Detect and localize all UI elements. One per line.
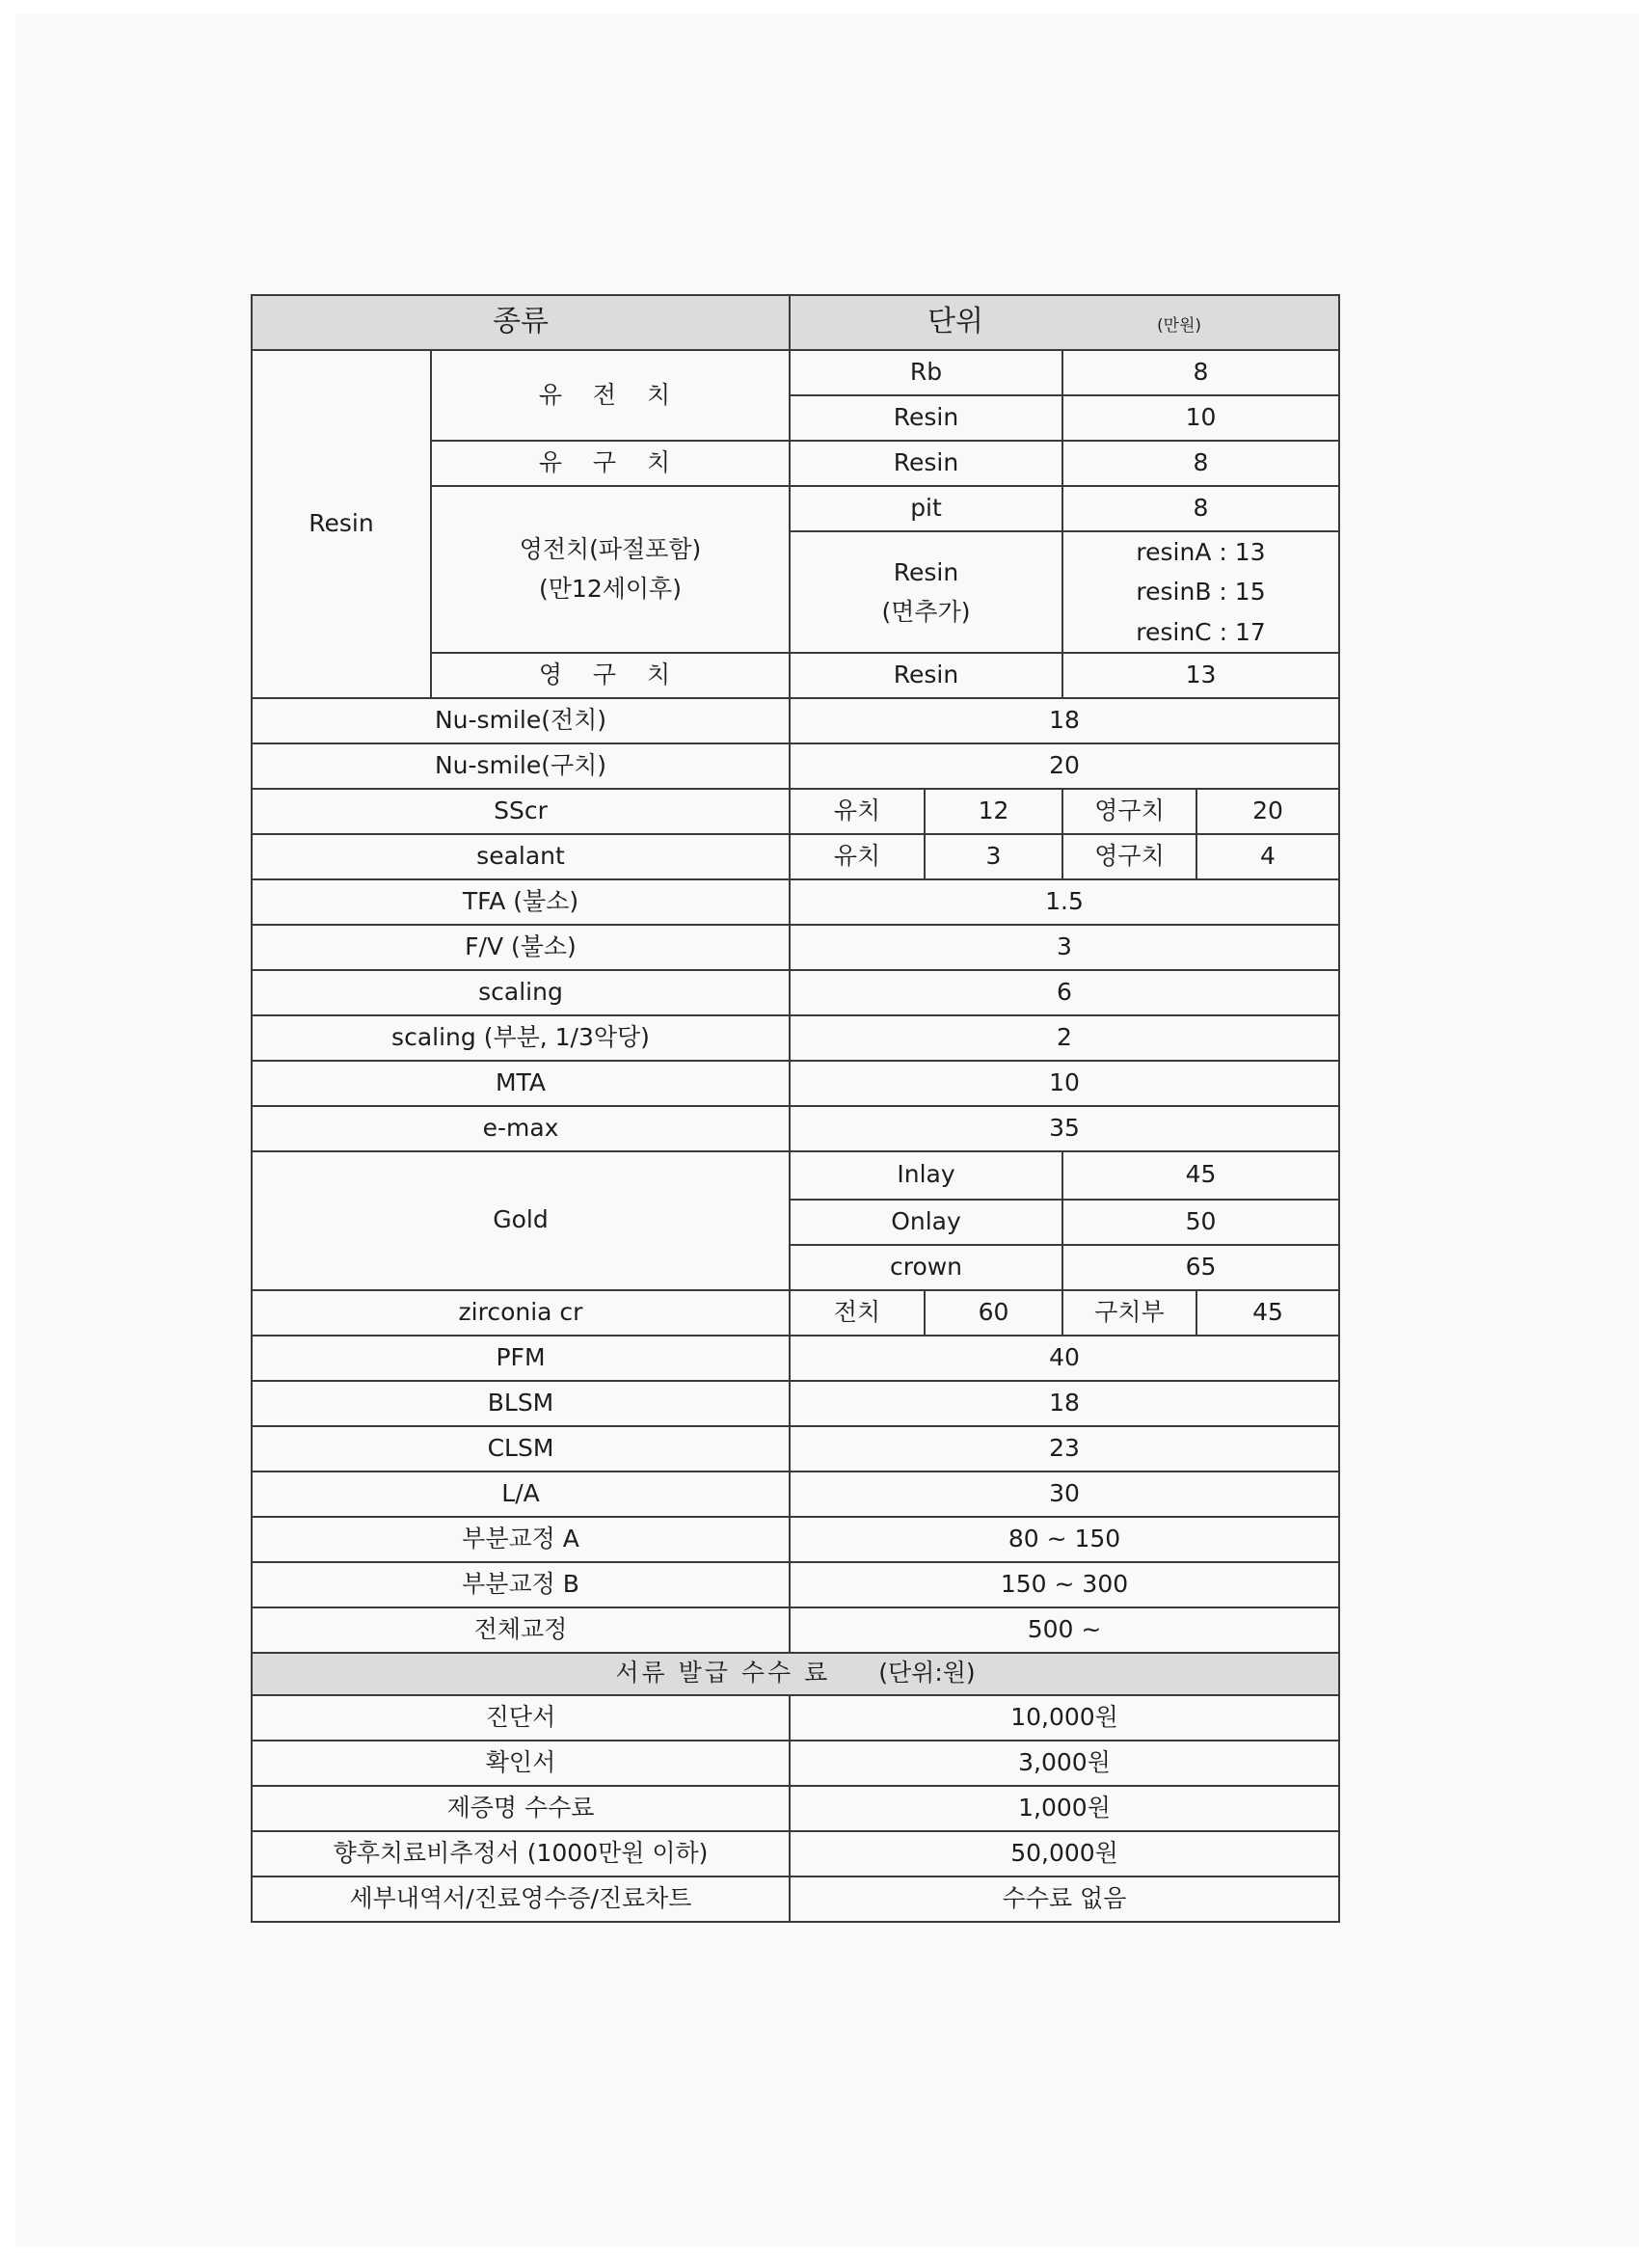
gold-price: 65 (1062, 1245, 1339, 1290)
documents-title: 서류 발급 수수 료 (615, 1659, 831, 1688)
table-row (252, 879, 1339, 925)
item-price: 2 (790, 1015, 1339, 1061)
table-row (252, 1786, 1339, 1831)
gold-price: 45 (1062, 1151, 1339, 1200)
table-row (252, 1290, 1339, 1336)
document-price: 수수료 없음 (790, 1876, 1339, 1922)
primary-anterior-price-2: 10 (1062, 395, 1339, 441)
zirconia-name: zirconia cr (252, 1290, 790, 1336)
table-row (252, 1015, 1339, 1061)
sscr-permanent-label: 영구치 (1062, 789, 1196, 834)
item-price: 1.5 (790, 879, 1339, 925)
table-row (252, 350, 1339, 395)
permanent-anterior-label-line2: (만12세이후) (539, 575, 682, 604)
document-price: 3,000원 (790, 1741, 1339, 1786)
gold-type: Inlay (790, 1151, 1062, 1200)
primary-anterior-material-2: Resin (790, 395, 1062, 441)
permanent-anterior-label (431, 486, 790, 653)
document-name: 진단서 (252, 1695, 790, 1741)
table-row (252, 1876, 1339, 1922)
item-price: 150 ~ 300 (790, 1562, 1339, 1607)
item-name: MTA (252, 1061, 790, 1106)
item-price: 18 (790, 698, 1339, 743)
item-price: 500 ~ (790, 1607, 1339, 1653)
document-name: 세부내역서/진료영수증/진료차트 (252, 1876, 790, 1922)
resin-surface-prices (1062, 531, 1339, 653)
zirconia-posterior-price: 45 (1196, 1290, 1339, 1336)
table-row (252, 1381, 1339, 1426)
permanent-posterior-price: 13 (1062, 653, 1339, 698)
resin-surface-line2: (면추가) (881, 597, 971, 626)
table-row (252, 834, 1339, 879)
scan-margin-top (0, 0, 1639, 14)
table-row (252, 698, 1339, 743)
documents-header-row (252, 1653, 1339, 1695)
sscr-permanent-price: 20 (1196, 789, 1339, 834)
resin-surface-material (790, 531, 1062, 653)
primary-posterior-label: 유 구 치 (431, 441, 790, 486)
item-price: 18 (790, 1381, 1339, 1426)
table-row (252, 1106, 1339, 1151)
sscr-primary-price: 12 (925, 789, 1062, 834)
table-row (252, 1151, 1339, 1200)
table-row (252, 1695, 1339, 1741)
item-price: 80 ~ 150 (790, 1517, 1339, 1562)
resin-a-price: resinA : 13 (1136, 538, 1266, 566)
gold-price: 50 (1062, 1200, 1339, 1245)
resin-b-price: resinB : 15 (1136, 578, 1266, 607)
header-unit-note: (만원) (1156, 316, 1202, 337)
zirconia-posterior-label: 구치부 (1062, 1290, 1196, 1336)
item-price: 35 (790, 1106, 1339, 1151)
table-row (252, 1562, 1339, 1607)
zirconia-anterior-price: 60 (925, 1290, 1062, 1336)
resin-surface-line1: Resin (893, 557, 959, 586)
item-price: 3 (790, 925, 1339, 970)
table-row (252, 1472, 1339, 1517)
zirconia-anterior-label: 전치 (790, 1290, 925, 1336)
primary-anterior-price-1: 8 (1062, 350, 1339, 395)
gold-type: Onlay (790, 1200, 1062, 1245)
item-name: 전체교정 (252, 1607, 790, 1653)
pit-price: 8 (1062, 486, 1339, 531)
item-name: CLSM (252, 1426, 790, 1472)
gold-category-label: Gold (252, 1151, 790, 1290)
item-name: Nu-smile(구치) (252, 743, 790, 789)
item-price: 20 (790, 743, 1339, 789)
table-row (252, 1831, 1339, 1876)
table-row (252, 1426, 1339, 1472)
sealant-primary-label: 유치 (790, 834, 925, 879)
pit-material: pit (790, 486, 1062, 531)
table-row (252, 1336, 1339, 1381)
table-row (252, 743, 1339, 789)
document-price: 10,000원 (790, 1695, 1339, 1741)
sealant-permanent-label: 영구치 (1062, 834, 1196, 879)
table-row (252, 1741, 1339, 1786)
scan-margin-bottom (0, 2247, 1639, 2268)
primary-posterior-material: Resin (790, 441, 1062, 486)
primary-anterior-material-1: Rb (790, 350, 1062, 395)
header-unit-label: 단위 (927, 305, 983, 339)
document-price: 50,000원 (790, 1831, 1339, 1876)
table-row (252, 1607, 1339, 1653)
item-price: 6 (790, 970, 1339, 1015)
permanent-anterior-label-line1: 영전치(파절포함) (519, 535, 702, 564)
item-name: e-max (252, 1106, 790, 1151)
item-price: 40 (790, 1336, 1339, 1381)
gold-type: crown (790, 1245, 1062, 1290)
sealant-permanent-price: 4 (1196, 834, 1339, 879)
item-name: 부분교정 A (252, 1517, 790, 1562)
table-row (252, 970, 1339, 1015)
primary-anterior-label: 유 전 치 (431, 350, 790, 441)
document-name: 제증명 수수료 (252, 1786, 790, 1831)
document-name: 확인서 (252, 1741, 790, 1786)
item-name: TFA (불소) (252, 879, 790, 925)
sscr-name: SScr (252, 789, 790, 834)
header-unit (790, 295, 1339, 350)
item-name: F/V (불소) (252, 925, 790, 970)
item-name: PFM (252, 1336, 790, 1381)
item-name: scaling (부분, 1/3악당) (252, 1015, 790, 1061)
item-name: Nu-smile(전치) (252, 698, 790, 743)
item-name: BLSM (252, 1381, 790, 1426)
scan-margin-left (0, 0, 15, 2268)
documents-unit: (단위:원) (878, 1659, 976, 1688)
table-row (252, 925, 1339, 970)
resin-c-price: resinC : 17 (1136, 617, 1266, 646)
header-category: 종류 (252, 295, 790, 350)
permanent-posterior-material: Resin (790, 653, 1062, 698)
document-name: 향후치료비추정서 (1000만원 이하) (252, 1831, 790, 1876)
item-price: 23 (790, 1426, 1339, 1472)
item-name: 부분교정 B (252, 1562, 790, 1607)
item-price: 30 (790, 1472, 1339, 1517)
table-row (252, 1061, 1339, 1106)
item-name: scaling (252, 970, 790, 1015)
item-price: 10 (790, 1061, 1339, 1106)
primary-posterior-price: 8 (1062, 441, 1339, 486)
sscr-primary-label: 유치 (790, 789, 925, 834)
resin-category-label: Resin (252, 350, 431, 698)
document-price: 1,000원 (790, 1786, 1339, 1831)
sealant-primary-price: 3 (925, 834, 1062, 879)
table-row (252, 789, 1339, 834)
permanent-posterior-label: 영 구 치 (431, 653, 790, 698)
table-row (252, 1517, 1339, 1562)
item-name: L/A (252, 1472, 790, 1517)
documents-header (252, 1653, 1339, 1695)
table-header-row (252, 295, 1339, 350)
sealant-name: sealant (252, 834, 790, 879)
fee-table (251, 294, 1340, 1923)
